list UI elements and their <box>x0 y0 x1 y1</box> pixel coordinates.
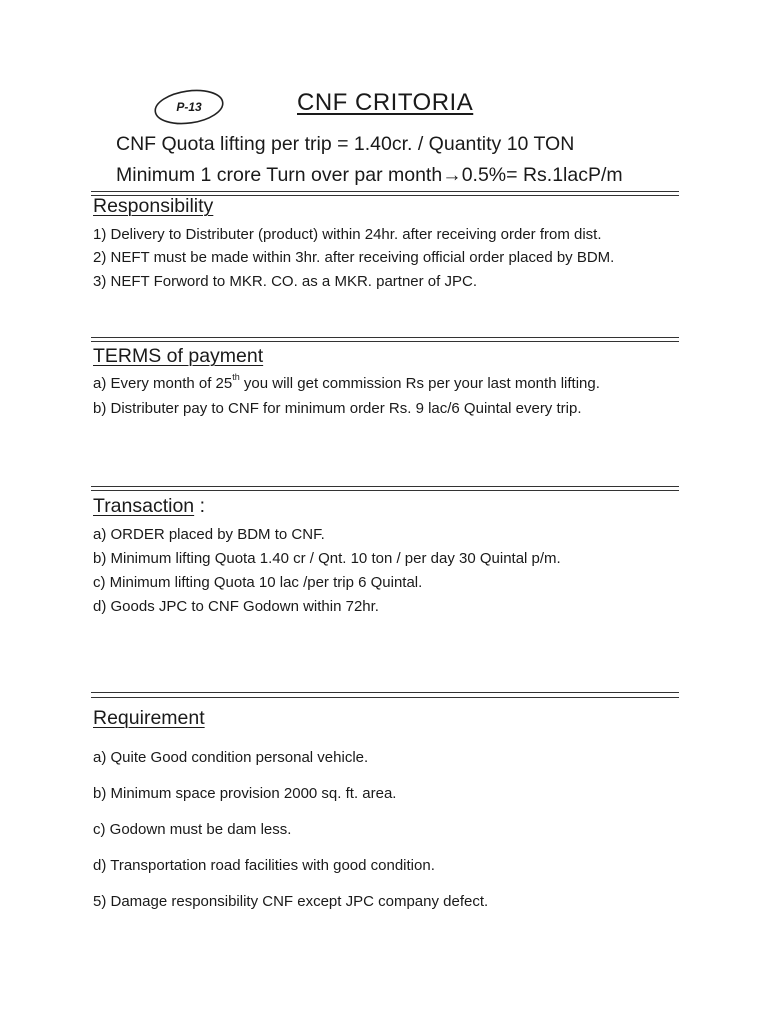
terms-item <box>93 372 600 392</box>
divider-rule <box>91 490 679 491</box>
divider-rule <box>91 191 679 192</box>
terms-item-a-prefix: a) Every month of 25 <box>93 375 233 392</box>
transaction-item: c) Minimum lifting Quota 10 lac /per trip 6 Quintal. <box>93 574 423 591</box>
requirement-item: c) Godown must be dam less. <box>93 821 292 838</box>
section-heading-requirement: Requirement <box>93 707 205 729</box>
requirement-item: b) Minimum space provision 2000 sq. ft. area. <box>93 785 397 802</box>
divider-rule <box>91 337 679 338</box>
intro-line-turnover: Minimum 1 crore Turn over par month→0.5%= Rs.1lacP/m <box>116 164 623 186</box>
page-title: CNF CRITORIA <box>297 89 474 116</box>
section-heading-transaction-wrap <box>93 495 205 518</box>
divider-rule <box>91 486 679 487</box>
requirement-item: a) Quite Good condition personal vehicle. <box>93 749 369 766</box>
responsibility-item: 3) NEFT Forword to MKR. CO. as a MKR. partner of JPC. <box>93 273 477 290</box>
badge-label: P-13 <box>176 100 202 114</box>
transaction-item: a) ORDER placed by BDM to CNF. <box>93 526 325 543</box>
terms-item: b) Distributer pay to CNF for minimum order Rs. 9 lac/6 Quintal every trip. <box>93 400 582 417</box>
divider-rule <box>91 341 679 342</box>
section-heading-terms: TERMS of payment <box>93 345 264 367</box>
section-heading-transaction: Transaction <box>93 495 195 517</box>
transaction-item: d) Goods JPC to CNF Godown within 72hr. <box>93 598 379 615</box>
page-number-badge <box>153 88 225 126</box>
section-heading-transaction-colon: : <box>194 495 205 517</box>
responsibility-item: 1) Delivery to Distributer (product) within 24hr. after receiving order from dist. <box>93 226 602 243</box>
terms-item-a-suffix: you will get commission Rs per your last month lifting. <box>239 375 600 392</box>
responsibility-item: 2) NEFT must be made within 3hr. after receiving official order placed by BDM. <box>93 249 615 266</box>
requirement-item: d) Transportation road facilities with good condition. <box>93 857 435 874</box>
section-heading-responsibility: Responsibility <box>93 195 214 217</box>
intro-line-quota: CNF Quota lifting per trip = 1.40cr. / Quantity 10 TON <box>116 133 575 155</box>
requirement-item: 5) Damage responsibility CNF except JPC company defect. <box>93 893 489 910</box>
terms-item-a-superscript: th <box>232 372 240 382</box>
divider-rule <box>91 692 679 693</box>
divider-rule <box>91 697 679 698</box>
transaction-item: b) Minimum lifting Quota 1.40 cr / Qnt. 10 ton / per day 30 Quintal p/m. <box>93 550 561 567</box>
